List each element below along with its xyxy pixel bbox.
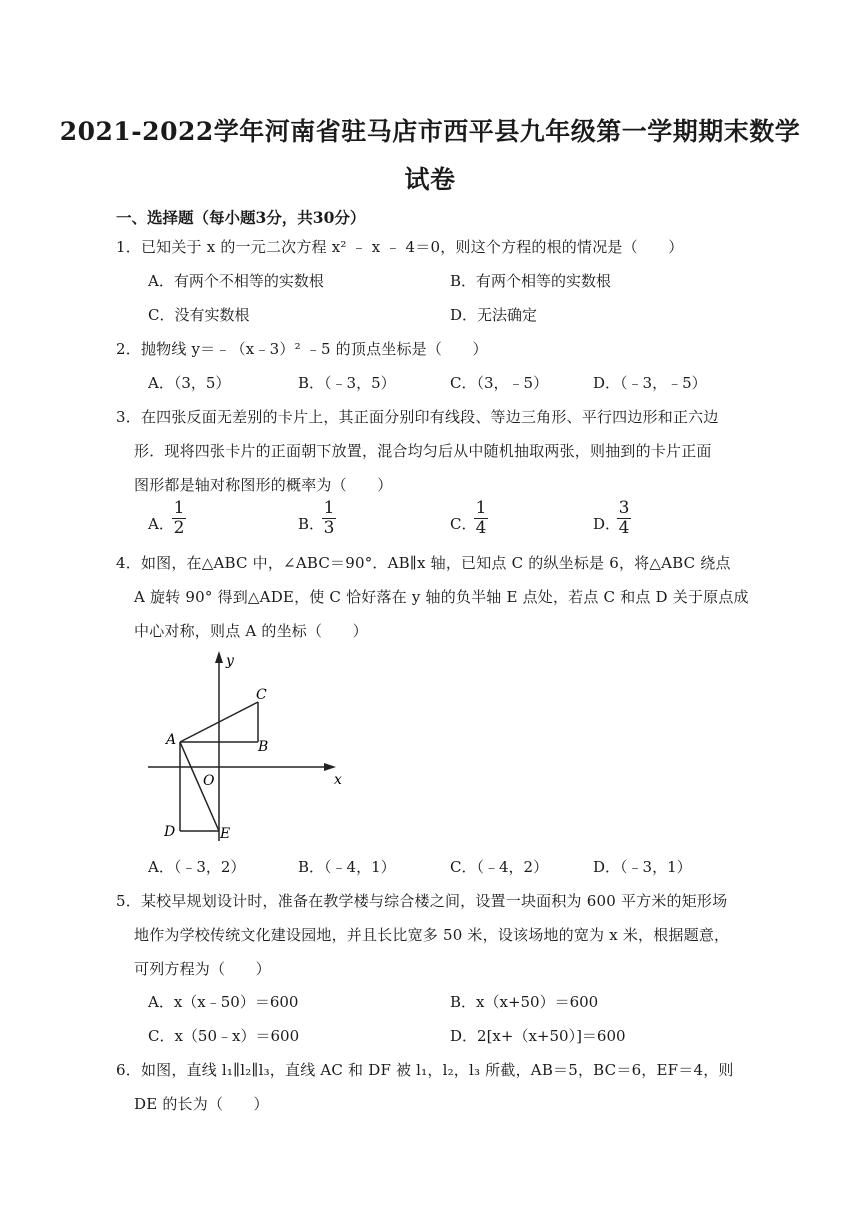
fraction-denominator: 4 (618, 518, 630, 538)
q3-option-b-fraction (322, 499, 336, 538)
q5-stem-line3: 可列方程为（ ） (134, 960, 271, 978)
q3-option-d-fraction (617, 499, 631, 538)
q4-option-b: B．（﹣4，1） (298, 858, 396, 876)
fraction-denominator: 3 (323, 518, 335, 538)
q5-stem-line1: 5．某校早规划设计时，准备在教学楼与综合楼之间，设置一块面积为 600 平方米的矩形场 (116, 892, 728, 910)
figure-label-e: E (220, 826, 231, 842)
figure-label-a: A (166, 732, 177, 748)
fraction-numerator: 1 (475, 498, 487, 518)
q4-option-d: D．（﹣3，1） (593, 858, 692, 876)
q2-option-b: B．（﹣3，5） (298, 374, 396, 392)
q1-option-b: B．有两个相等的实数根 (450, 272, 612, 290)
figure-label-o: O (203, 773, 215, 789)
q4-stem-line2: A 旋转 90° 得到△ADE，使 C 恰好落在 y 轴的负半轴 E 点处，若点 C 和点 D 关于原点成 (134, 588, 749, 606)
q4-figure (140, 645, 350, 845)
q3-stem-line1: 3．在四张反面无差别的卡片上，其正面分别印有线段、等边三角形、平行四边形和正六边 (116, 408, 719, 426)
fraction-denominator: 4 (475, 518, 487, 538)
figure-label-x: x (334, 772, 342, 788)
q3-option-a-letter: A． (148, 515, 174, 533)
fraction-denominator: 2 (173, 518, 185, 538)
q4-stem-line3: 中心对称，则点 A 的坐标（ ） (134, 622, 368, 640)
fraction-numerator: 1 (323, 498, 335, 518)
figure-label-b: B (258, 739, 269, 755)
figure-label-d: D (164, 824, 176, 840)
q3-stem-line2: 形．现将四张卡片的正面朝下放置，混合均匀后从中随机抽取两张，则抽到的卡片正面 (134, 442, 712, 460)
q1-stem: 1．已知关于 x 的一元二次方程 x² ﹣ x ﹣ 4＝0，则这个方程的根的情况是（ ） (116, 238, 684, 256)
section-heading: 一、选择题（每小题3分，共30分） (116, 208, 366, 227)
q3-option-c-letter: C． (450, 515, 477, 533)
q5-stem-line2: 地作为学校传统文化建设园地，并且长比宽多 50 米，设该场地的宽为 x 米，根据题意， (134, 926, 730, 944)
q5-option-a: A．x（x﹣50）＝600 (148, 993, 299, 1011)
figure-label-c: C (256, 687, 267, 703)
q3-option-d-letter: D． (593, 515, 621, 533)
q4-stem-line1: 4．如图，在△ABC 中，∠ABC＝90°．AB∥x 轴，已知点 C 的纵坐标是 6，将△ABC 绕点 (116, 554, 731, 572)
q5-option-b: B．x（x+50）＝600 (450, 993, 599, 1011)
q5-option-d: D．2[x+（x+50）]＝600 (450, 1027, 626, 1045)
q1-option-c: C．没有实数根 (148, 306, 250, 324)
exam-title-line2: 试卷 (404, 165, 456, 194)
q3-option-b-letter: B． (298, 515, 325, 533)
fraction-numerator: 1 (173, 498, 185, 518)
q2-stem: 2．抛物线 y＝﹣（x﹣3）² ﹣5 的顶点坐标是（ ） (116, 340, 488, 358)
q4-option-a: A．（﹣3，2） (148, 858, 246, 876)
q1-option-a: A．有两个不相等的实数根 (148, 272, 324, 290)
q1-option-d: D．无法确定 (450, 306, 538, 324)
q5-option-c: C．x（50﹣x）＝600 (148, 1027, 300, 1045)
figure-label-y: y (226, 653, 234, 669)
q6-stem-line1: 6．如图，直线 l₁∥l₂∥l₃，直线 AC 和 DF 被 l₁，l₂，l₃ 所截，AB＝5，BC＝6，EF＝4，则 (116, 1061, 734, 1079)
q6-stem-line2: DE 的长为（ ） (134, 1095, 269, 1113)
q2-option-d: D．（﹣3，﹣5） (593, 374, 707, 392)
exam-title-line1: 2021-2022学年河南省驻马店市西平县九年级第一学期期末数学 (59, 117, 801, 146)
fraction-numerator: 3 (618, 498, 630, 518)
q2-option-c: C．（3，﹣5） (450, 374, 549, 392)
q3-option-c-fraction (474, 499, 488, 538)
q3-stem-line3: 图形都是轴对称图形的概率为（ ） (134, 476, 393, 494)
q3-option-a-fraction (172, 499, 186, 538)
q4-option-c: C．（﹣4，2） (450, 858, 549, 876)
q2-option-a: A．（3，5） (148, 374, 231, 392)
